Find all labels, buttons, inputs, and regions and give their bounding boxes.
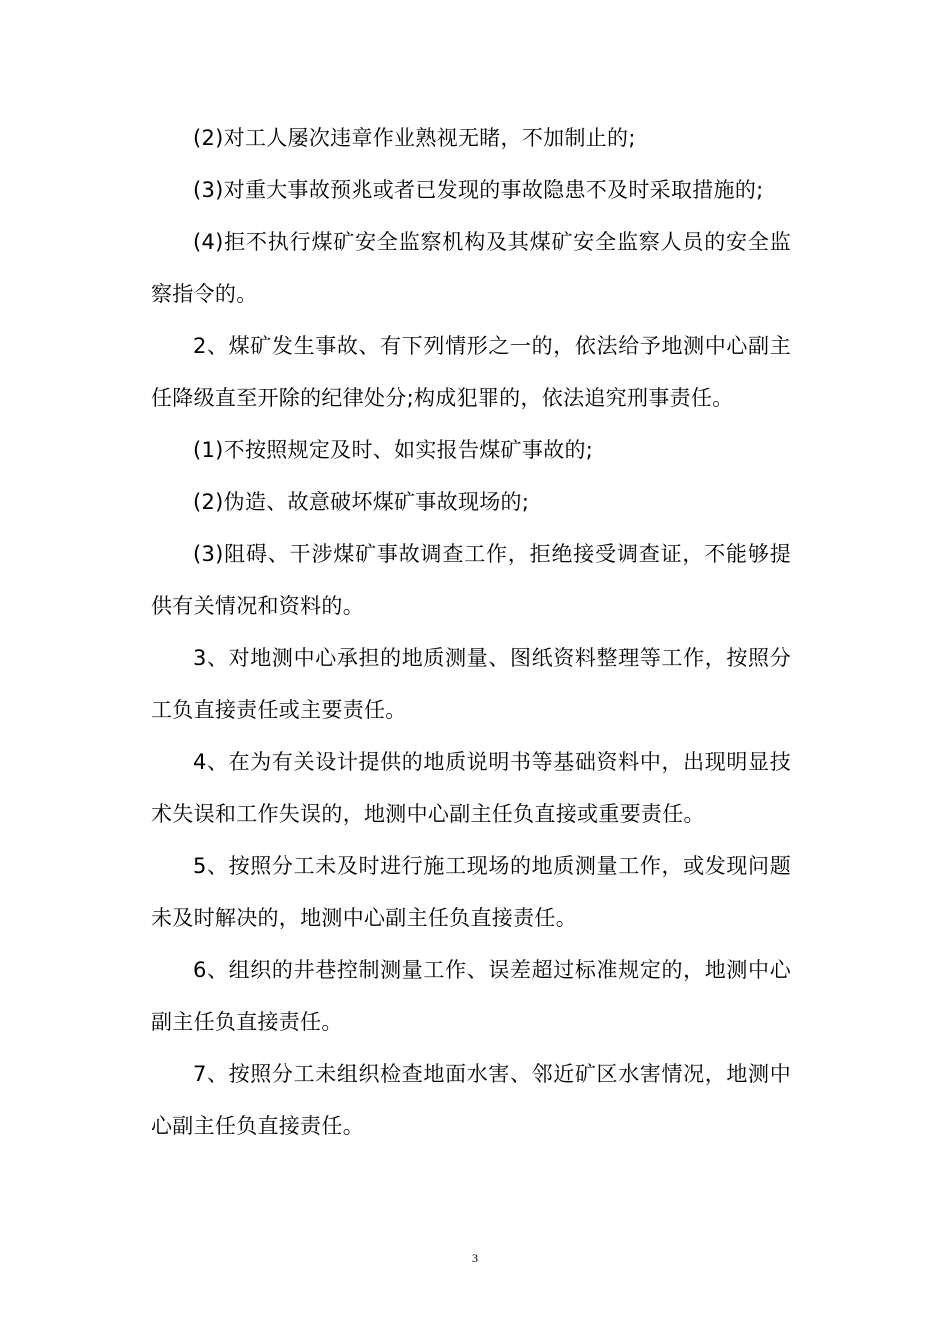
- paragraph-section-4: 4、在为有关设计提供的地质说明书等基础资料中，出现明显技术失误和工作失误的，地测中心副主任负直接或重要责任。: [151, 750, 791, 826]
- page-number: 3: [472, 1251, 478, 1265]
- paragraph-section-5: 5、按照分工未及时进行施工现场的地质测量工作，或发现问题未及时解决的，地测中心副主任负直接责任。: [151, 854, 791, 930]
- paragraph-section-3: 3、对地测中心承担的地质测量、图纸资料整理等工作，按照分工负直接责任或主要责任。: [151, 646, 791, 722]
- paragraph-2-3: (4)拒不执行煤矿安全监察机构及其煤矿安全监察人员的安全监察指令的。: [151, 230, 791, 306]
- paragraph-2-1: (2)对工人屡次违章作业熟视无睹，不加制止的;: [193, 126, 636, 150]
- paragraph-section-2-item-3: (3)阻碍、干涉煤矿事故调查工作，拒绝接受调查证，不能够提供有关情况和资料的。: [151, 542, 791, 618]
- paragraph-2-2: (3)对重大事故预兆或者已发现的事故隐患不及时采取措施的;: [193, 178, 764, 202]
- paragraph-section-7: 7、按照分工未组织检查地面水害、邻近矿区水害情况，地测中心副主任负直接责任。: [151, 1062, 791, 1138]
- page-body: [151, 112, 791, 1152]
- paragraph-section-2-item-1: (1)不按照规定及时、如实报告煤矿事故的;: [193, 438, 594, 462]
- paragraph-section-2: 2、煤矿发生事故、有下列情形之一的，依法给予地测中心副主任降级直至开除的纪律处分;构成犯罪的，依法追究刑事责任。: [151, 334, 791, 410]
- paragraph-section-6: 6、组织的井巷控制测量工作、误差超过标准规定的，地测中心副主任负直接责任。: [151, 958, 791, 1034]
- paragraph-section-2-item-2: (2)伪造、故意破坏煤矿事故现场的;: [193, 490, 530, 514]
